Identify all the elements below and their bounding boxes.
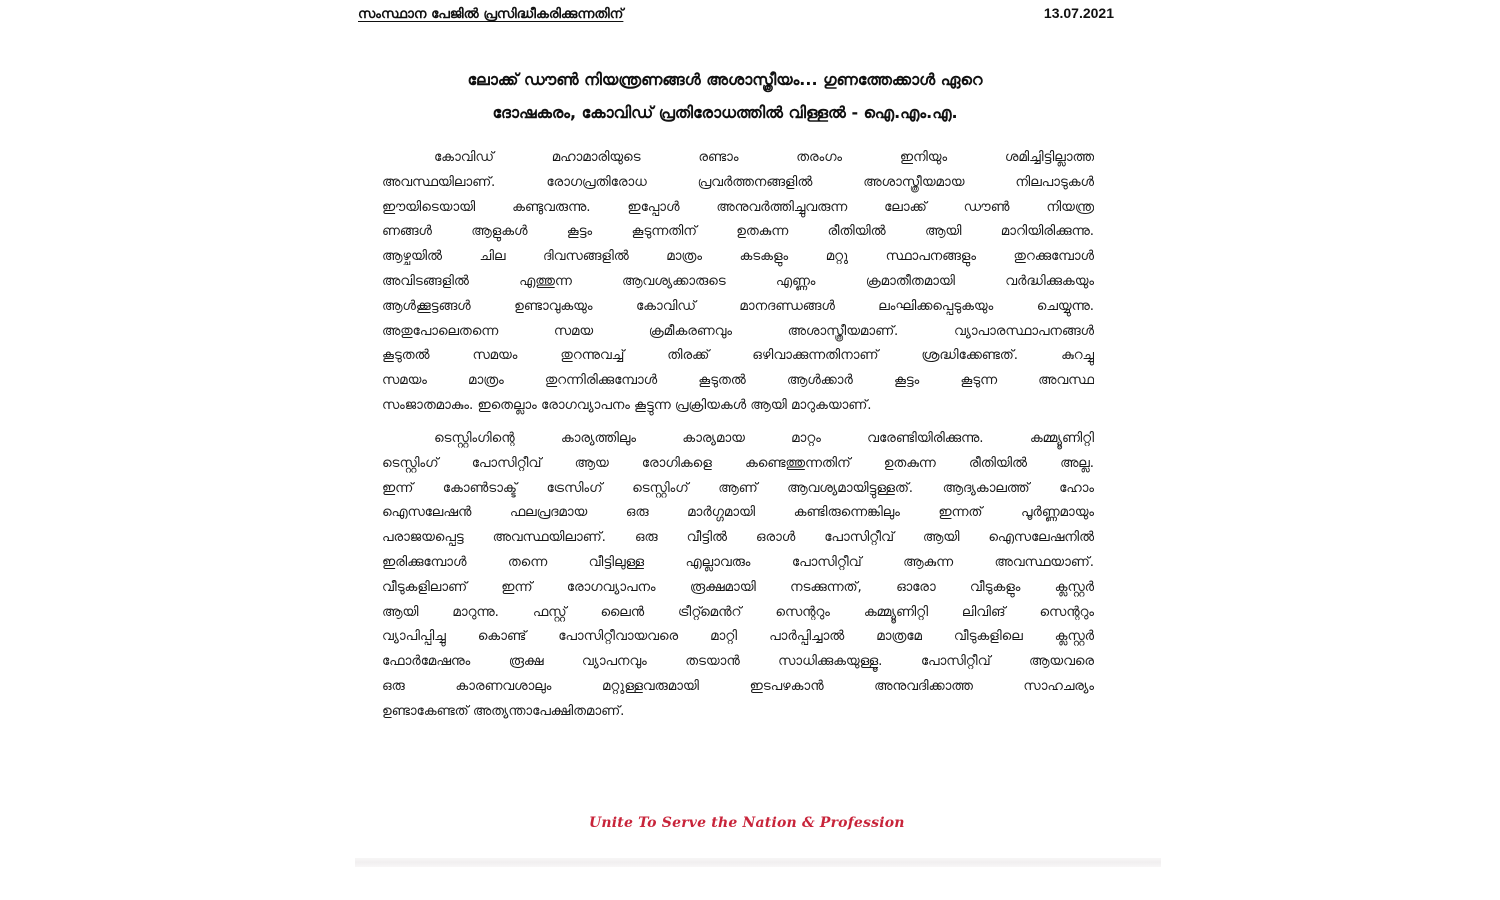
- paragraph-line: അതുപോലെതന്നെ സമയ ക്രമീകരണവും അശാസ്ത്രീയമാണ്. വ്യാപാരസ്ഥാപനങ്ങൾ: [382, 323, 1094, 339]
- paragraph-line: ആയി മാറുന്നു. ഫസ്റ്റ് ലൈൻ ട്രീറ്റ്മെൻറ് സെന്ററും കമ്മ്യൂണിറ്റി ലിവിങ് സെന്ററും: [382, 604, 1094, 620]
- paragraph-line: ഇന്ന് കോൺടാക്ട് ട്രേസിംഗ് ടെസ്റ്റിംഗ് ആണ് ആവശ്യമായിട്ടുള്ളത്. ആദ്യകാലത്ത് ഹോം: [382, 480, 1094, 496]
- headline-line-1: ലോക്ക് ഡൗൺ നിയന്ത്രണങ്ങൾ അശാസ്ത്രീയം... ഗുണത്തേക്കാൾ ഏറെ: [467, 70, 983, 89]
- paragraph-line: ഫോർമേഷനും രൂക്ഷ വ്യാപനവും തടയാൻ സാധിക്കുകയുള്ളൂ. പോസിറ്റീവ് ആയവരെ: [382, 654, 1094, 670]
- paragraph-line: ഐസലേഷൻ ഫലപ്രദമായ ഒരു മാർഗ്ഗമായി കണ്ടിരുന്നെങ്കിലും ഇന്നത് പൂർണ്ണമായും: [382, 505, 1094, 521]
- headline-line-2: ദോഷകരം, കോവിഡ് പ്രതിരോധത്തിൽ വിള്ളൽ - ഐ.എം.എ.: [492, 103, 958, 122]
- paragraph-line: ഇരിക്കുമ്പോൾ തന്നെ വീട്ടിലുള്ള എല്ലാവരും പോസിറ്റീവ് ആകുന്ന അവസ്ഥയാണ്.: [382, 554, 1094, 570]
- paragraph-line: ഒരു കാരണവശാലും മറ്റുള്ളവരുമായി ഇടപഴകാൻ അനുവദിക്കാത്ത സാഹചര്യം: [382, 678, 1094, 694]
- paragraph-line: ടെസ്റ്റിംഗിന്റെ കാര്യത്തിലും കാര്യമായ മാറ്റം വരേണ്ടിയിരിക്കുന്നു. കമ്മ്യൂണിറ്റി: [434, 431, 1094, 446]
- page-bottom-edge: [355, 858, 1161, 867]
- paragraph-line: വ്യാപിപ്പിച്ചു കൊണ്ട് പോസിറ്റീവായവരെ മാറ്റി പാർപ്പിച്ചാൽ മാത്രമേ വീടുകളിലെ ക്ലസ്റ്റർ: [382, 629, 1094, 645]
- paragraph-line: അവസ്ഥയിലാണ്. രോഗപ്രതിരോധ പ്രവർത്തനങ്ങളിൽ അശാസ്ത്രീയമായ നിലപാടുകൾ: [382, 174, 1094, 190]
- paragraph-line: പരാജയപ്പെട്ട അവസ്ഥയിലാണ്. ഒരു വീട്ടിൽ ഒരാൾ പോസിറ്റീവ് ആയി ഐസലേഷനിൽ: [382, 530, 1094, 546]
- release-date: 13.07.2021: [1043, 5, 1114, 21]
- press-release-page: [355, 0, 1161, 868]
- paragraph-line: അവിടങ്ങളിൽ എത്തുന്ന ആവശ്യക്കാരുടെ എണ്ണം ക്രമാതീതമായി വർദ്ധിക്കുകയും: [382, 273, 1094, 289]
- paragraph-line: ആഴ്ചയിൽ ചില ദിവസങ്ങളിൽ മാത്രം കടകളും മറ്റു സ്ഥാപനങ്ങളും തുറക്കുമ്പോൾ: [382, 249, 1094, 265]
- paragraph-line: വീടുകളിലാണ് ഇന്ന് രോഗവ്യാപനം രൂക്ഷമായി നടക്കുന്നത്, ഓരോ വീടുകളും ക്ലസ്റ്റർ: [382, 579, 1094, 595]
- paragraph-line: കൂടുതൽ സമയം തുറന്നുവച്ച് തിരക്ക് ഒഴിവാക്കുന്നതിനാണ് ശ്രദ്ധിക്കേണ്ടത്. കുറച്ചു: [382, 348, 1094, 364]
- paragraph-line: ടെസ്റ്റിംഗ് പോസിറ്റീവ് ആയ രോഗികളെ കണ്ടെത്തുന്നതിന് ഉതകുന്ന രീതിയിൽ അല്ല.: [382, 455, 1094, 471]
- paragraph-line: സംജാതമാകും. ഇതെല്ലാം രോഗവ്യാപനം കൂട്ടുന്ന പ്രക്രിയകൾ ആയി മാറുകയാണ്.: [382, 397, 872, 413]
- body-paragraph-1: [382, 146, 1094, 419]
- organization-motto: Unite To Serve the Nation & Profession: [589, 815, 905, 831]
- paragraph-line: ആൾക്കൂട്ടങ്ങൾ ഉണ്ടാവുകയും കോവിഡ് മാനദണ്ഡങ്ങൾ ലംഘിക്കപ്പെടുകയും ചെയ്യുന്നു.: [382, 298, 1094, 314]
- paragraph-line: ഈയിടെയായി കണ്ടുവരുന്നു. ഇപ്പോൾ അനുവർത്തിച്ചുവരുന്ന ലോക്ക് ഡൗൺ നിയന്ത്ര: [382, 199, 1094, 215]
- paragraph-line: ഉണ്ടാകേണ്ടത് അത്യന്താപേക്ഷിതമാണ്.: [382, 703, 625, 719]
- paragraph-line: സമയം മാത്രം തുറന്നിരിക്കുമ്പോൾ കൂടുതൽ ആൾക്കാർ കൂട്ടം കൂടുന്ന അവസ്ഥ: [382, 373, 1094, 389]
- paragraph-line: കോവിഡ് മഹാമാരിയുടെ രണ്ടാം തരംഗം ഇനിയും ശമിച്ചിട്ടില്ലാത്ത: [434, 150, 1094, 165]
- body-paragraph-2: [382, 427, 1094, 725]
- paragraph-line: ണങ്ങൾ ആളുകൾ കൂട്ടം കൂടുന്നതിന് ഉതകുന്ന രീതിയിൽ ആയി മാറിയിരിക്കുന്നു.: [382, 224, 1094, 240]
- publication-note: സംസ്ഥാന പേജിൽ പ്രസിദ്ധീകരിക്കുന്നതിന്: [358, 6, 624, 22]
